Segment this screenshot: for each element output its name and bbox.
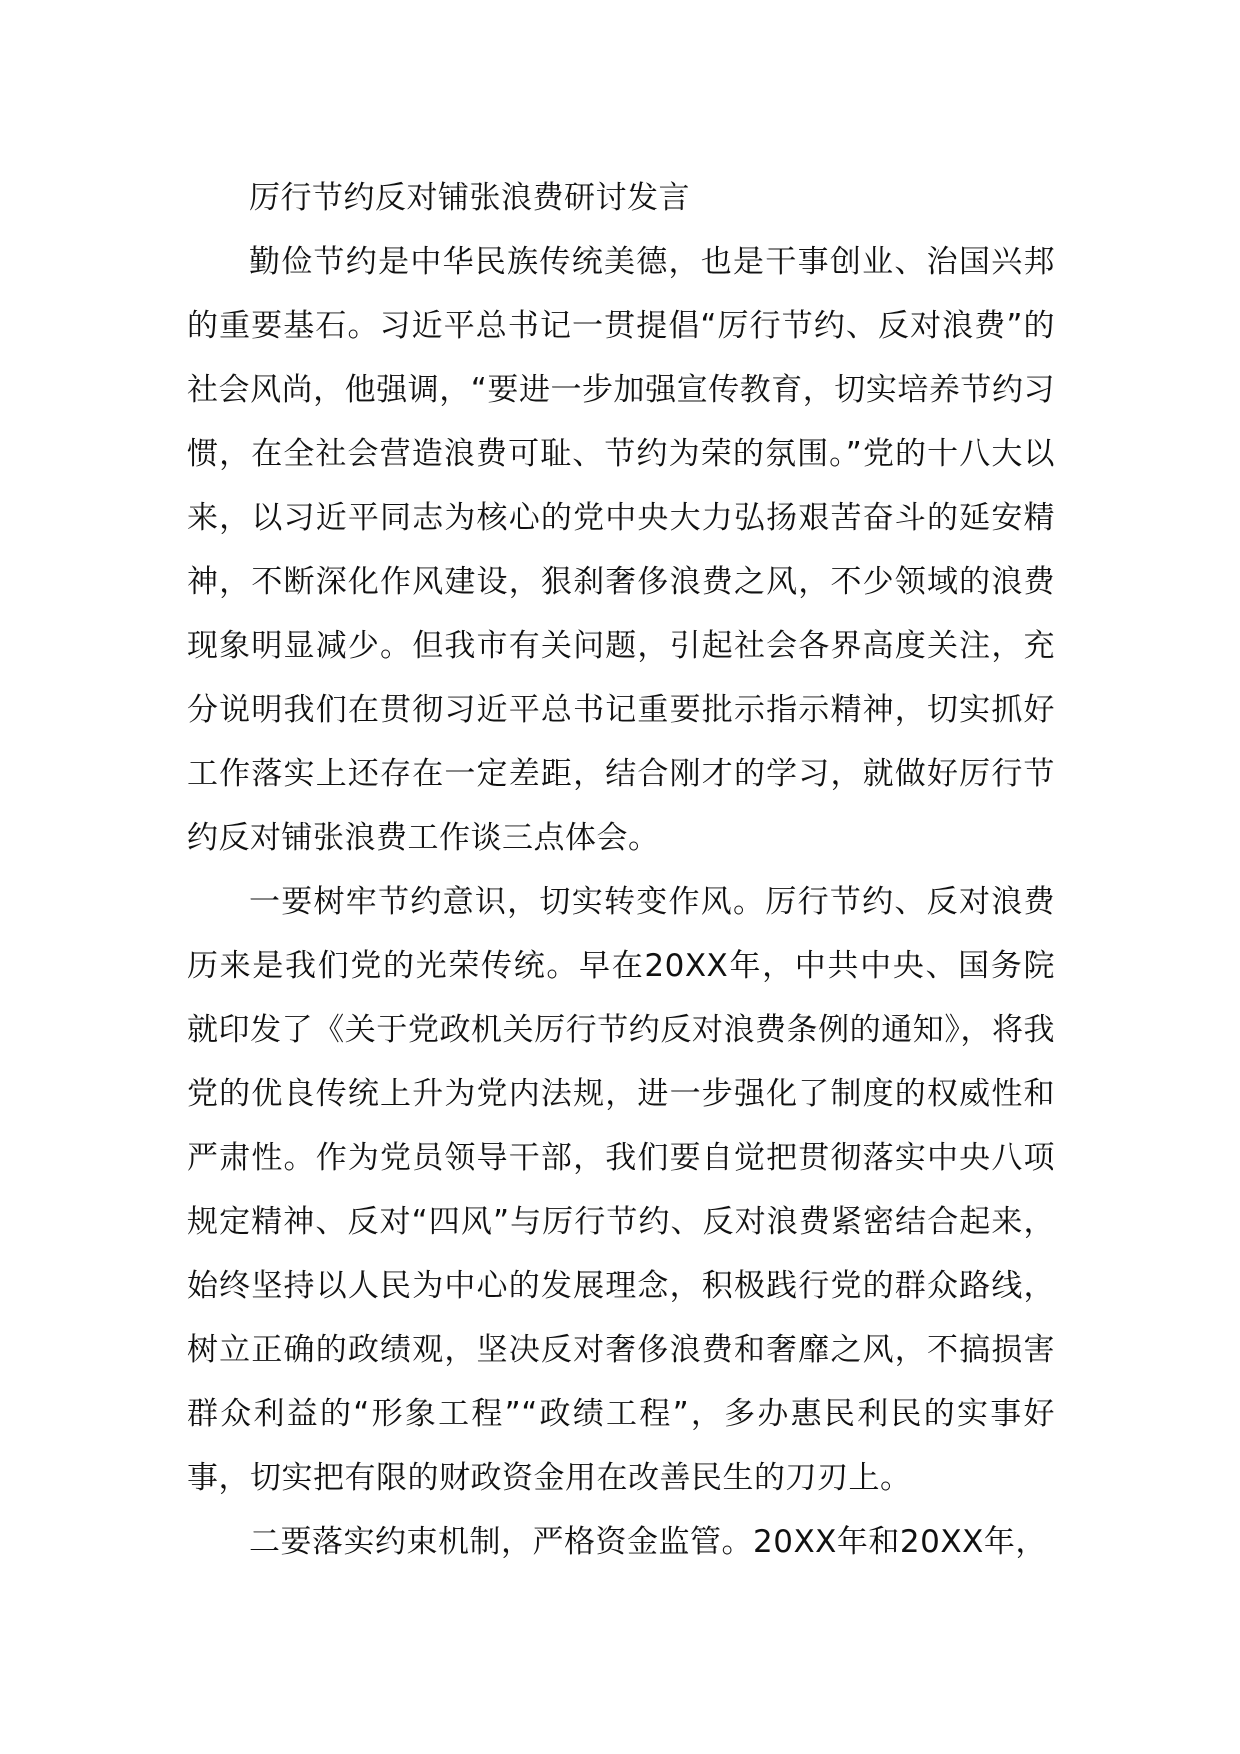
document-title: 厉行节约反对铺张浪费研讨发言: [249, 180, 690, 216]
paragraph-point-two: 二要落实约束机制，严格资金监管。20XX年和20XX年，: [249, 1524, 1047, 1560]
paragraph-intro: 勤俭节约是中华民族传统美德，也是干事创业、治国兴邦的重要基石。习近平总书记一贯提倡“厉行节约、反对浪费”的社会风尚，他强调，“要进一步加强宣传教育，切实培养节约习惯，在全社会营造浪费可耻、节约为荣的氛围。”党的十八大以来，以习近平同志为核心的党中央大力弘扬艰苦奋斗的延安精神，不断深化作风建设，狠刹奢侈浪费之风，不少领域的浪费现象明显减少。但我市有关问题，引起社会各界高度关注，充分说明我们在贯彻习近平总书记重要批示指示精神，切实抓好工作落实上还存在一定差距，结合刚才的学习，就做好厉行节约反对铺张浪费工作谈三点体会。: [187, 244, 1055, 856]
document-body: [187, 166, 1055, 1574]
paragraph-point-one: 一要树牢节约意识，切实转变作风。厉行节约、反对浪费历来是我们党的光荣传统。早在20XX年，中共中央、国务院就印发了《关于党政机关厉行节约反对浪费条例的通知》，将我党的优良传统上升为党内法规，进一步强化了制度的权威性和严肃性。作为党员领导干部，我们要自觉把贯彻落实中央八项规定精神、反对“四风”与厉行节约、反对浪费紧密结合起来，始终坚持以人民为中心的发展理念，积极践行党的群众路线，树立正确的政绩观，坚决反对奢侈浪费和奢靡之风，不搞损害群众利益的“形象工程”“政绩工程”，多办惠民利民的实事好事，切实把有限的财政资金用在改善民生的刀刃上。: [187, 884, 1055, 1496]
